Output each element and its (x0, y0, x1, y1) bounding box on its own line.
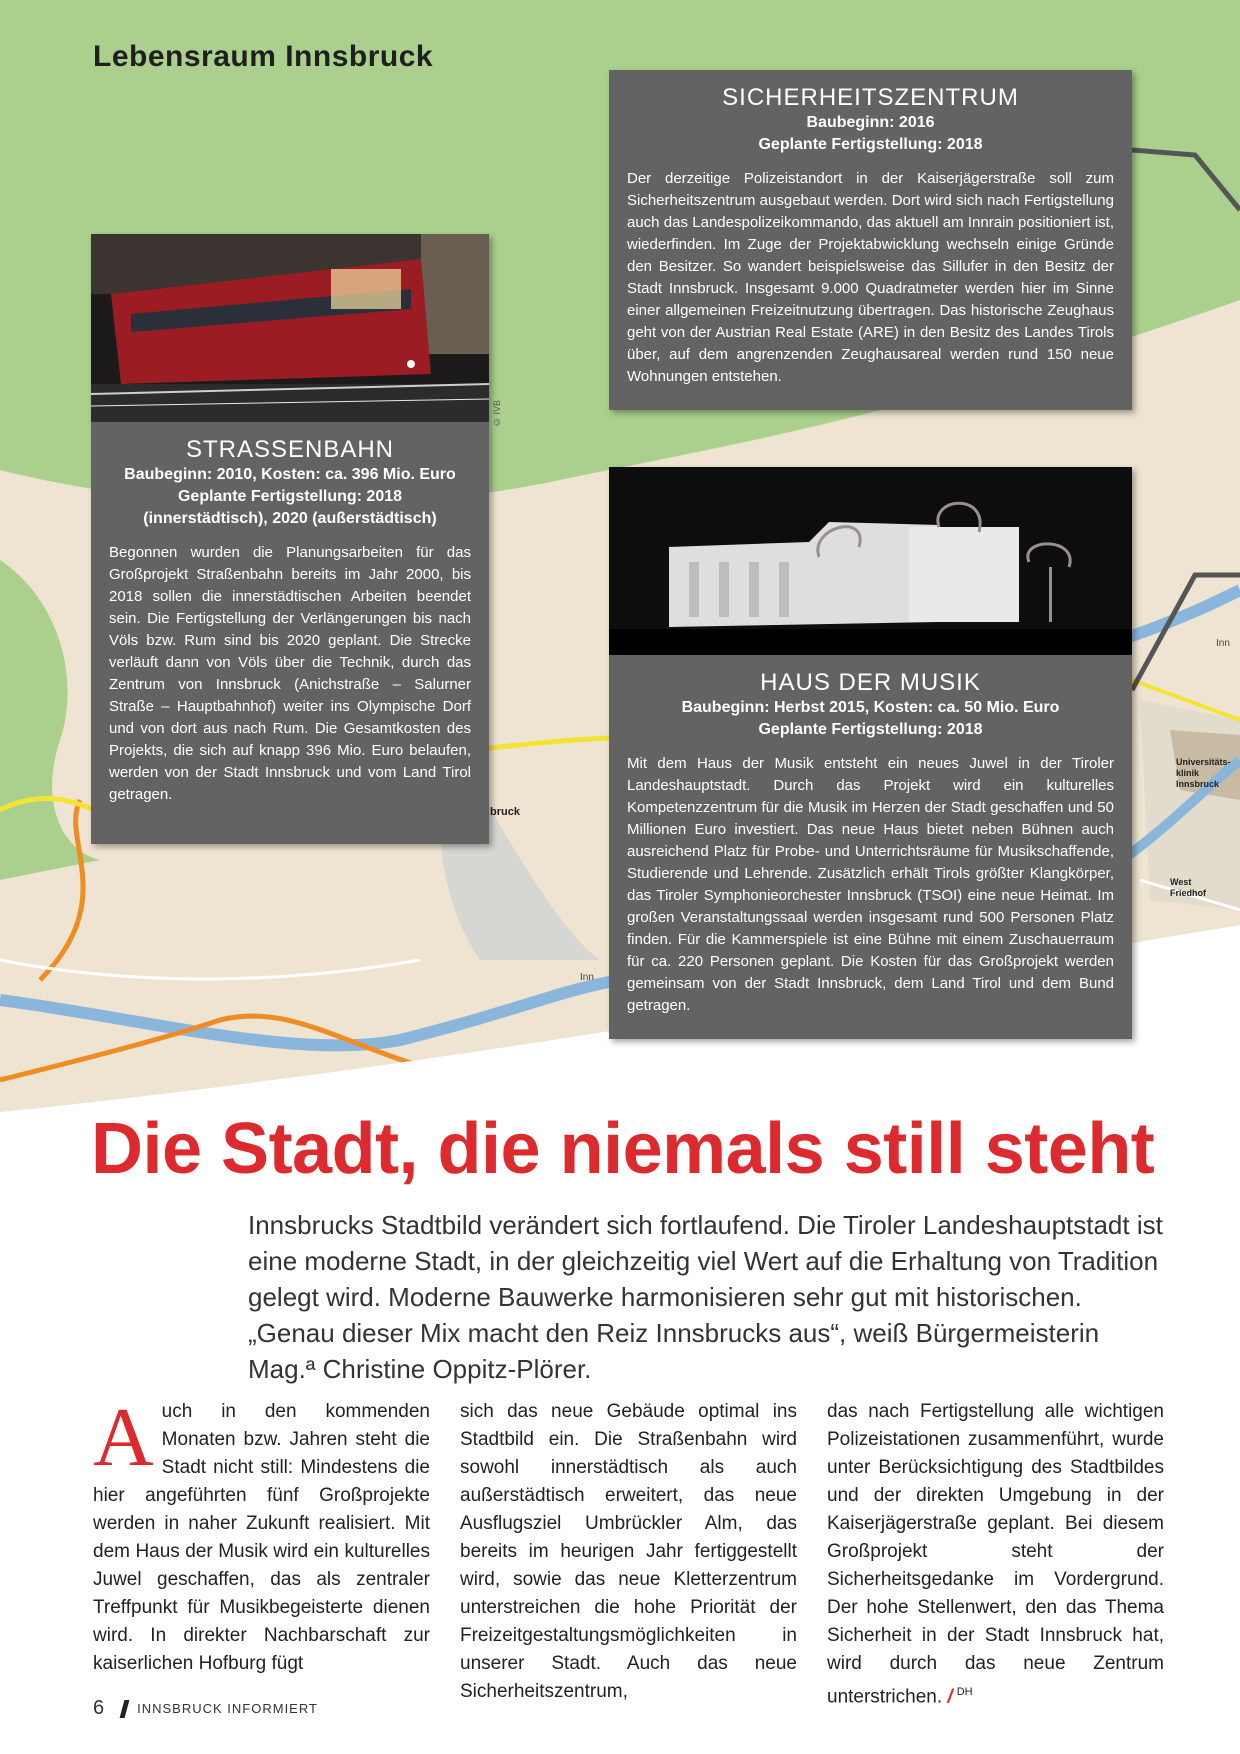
author-signature: DH (956, 1686, 973, 1698)
map-label-bruck: bruck (490, 806, 520, 818)
drop-cap: A (93, 1391, 154, 1484)
end-mark: / (947, 1686, 953, 1708)
info-box-haus-der-musik (609, 467, 1132, 1039)
map-label-uniklinik: Universitäts-klinik Innsbruck (1176, 757, 1231, 789)
page-number: 6 (93, 1697, 105, 1719)
box-start: Baubeginn: 2010, Kosten: ca. 396 Mio. Euro (124, 466, 456, 483)
publication-name: INNSBRUCK INFORMIERT (137, 1701, 318, 1716)
box-body: Begonnen wurden die Planungsarbeiten für das Großprojekt Straßenbahn bereits im Jahr 2000, bis 2018 sollen die innerstädtischen Arbeiten beendet sein. Die Fertigstellung der Verlängerungen bis nach Völs bzw. Rum sind bis 2020 geplant. Die Strecke verläuft dann von Völs über die Technik, durch das Zentrum von Innsbruck (Anichstraße – Salurner Straße – Hauptbahnhof) weiter ins Olympische Dorf und von dort aus nach Rum. Die Gesamtkosten des Projekts, die sich auf knapp 396 Mio. Euro belaufen, werden von der Stadt Innsbruck und vom Land Tirol getragen. (109, 544, 471, 803)
article-column-3 (827, 1398, 1164, 1711)
article-column-2: sich das neue Gebäude optimal ins Stadtbild ein. Die Straßenbahn wird sowohl innerstädtisch als auch außerstädtisch erweitert, das neue Ausflugsziel Umbrückler Alm, das bereits im heurigen Jahr fertiggestellt wird, sowie das neue Kletterzentrum unterstreichen die hohe Priorität der Freizeitgestaltungsmöglichkeiten in unserer Stadt. Auch das neue Sicherheitszentrum, (460, 1401, 797, 1702)
box-title: STRASSENBAHN (185, 436, 395, 463)
article-text: das nach Fertigstellung alle wichtigen Polizeistationen zusammenführt, wurde unter Berücksichtigung des Stadtbildes und der direkten Umgebung in der Kaiserjägerstraße geplant. Bei diesem Großprojekt steht der Sicherheitsgedanke im Vordergrund. Der hohe Stellenwert, den das Thema Sicherheit in der Stadt Innsbruck hat, wird durch das neue Zentrum unterstrichen. (827, 1401, 1164, 1708)
lead-paragraph: Innsbrucks Stadtbild verändert sich fortlaufend. Die Tiroler Landeshauptstadt ist eine moderne Stadt, in der gleichzeitig viel Wert auf die Erhaltung von Tradition gelegt wird. Moderne Bauwerke harmonisieren sehr gut mit historischen. „Genau dieser Mix macht den Reiz Innsbrucks aus“, weiß Bürgermeisterin Mag.ª Christine Oppitz-Plörer. (248, 1210, 1163, 1384)
section-label: Lebensraum Innsbruck (93, 40, 434, 73)
map-label-friedhof: West Friedhof (1170, 877, 1206, 898)
box-title: HAUS DER MUSIK (760, 669, 981, 696)
article-column-1 (93, 1391, 430, 1678)
box-start: Baubeginn: Herbst 2015, Kosten: ca. 50 Mio. Euro (681, 699, 1060, 716)
article-text: uch in den kommenden Monaten bzw. Jahren steht die Stadt nicht still: Mindestens die hier angeführten fünf Großprojekte werden in naher Zukunft realisiert. Mit dem Haus der Musik wird ein kulturelles Juwel geschaffen, das als zentraler Treffpunkt für Musikbegeisterte dienen wird. In direkter Nachbarschaft zur kaiserlichen Hofburg fügt (93, 1401, 430, 1674)
info-box-sicherheitszentrum (609, 70, 1132, 410)
map-label-inn: Inn (580, 972, 594, 983)
info-box-strassenbahn (91, 234, 489, 844)
box-completion: Geplante Fertigstellung: 2018 (758, 721, 983, 738)
building-model-photo (609, 467, 1132, 655)
map-label-inn-2: Inn (1216, 638, 1230, 649)
headline: Die Stadt, die niemals still steht (91, 1109, 1155, 1189)
box-body: Der derzeitige Polizeistandort in der Kaiserjägerstraße soll zum Sicherheitszentrum ausgebaut werden. Dort wird sich nach Fertigstellung auch das Landespolizeikommando, das aktuell am Innrain positioniert ist, wiederfinden. Im Zuge der Projektabwicklung wechseln einige Gründe den Besitzer. So wandert beispielsweise das Sillufer in den Besitz der Stadt Innsbruck. Insgesamt 9.000 Quadratmeter werden hier im Sinne einer allgemeinen Freizeitnutzung übertragen. Das historische Zeughaus geht von der Austrian Real Estate (ARE) in den Besitz des Landes Tirols über, auf dem angrenzenden Zeughausareal werden rund 150 neue Wohnungen entstehen. (627, 170, 1114, 385)
box-start: Baubeginn: 2016 (806, 114, 935, 131)
box-body: Mit dem Haus der Musik entsteht ein neues Juwel in der Tiroler Landeshauptstadt. Durch das Projekt wird ein kulturelles Kompetenzzentrum für die Musik im Herzen der Stadt geschaffen und 50 Millionen Euro investiert. Das neue Haus bietet neben Bühnen auch ausreichend Platz für Probe- und Unterrichtsräume für Musikschaffende, Studierende und Lehrende. Zusätzlich erhält Tirols größter Klangkörper, das Tiroler Symphonieorchester Innsbruck (TSOI) eine neue Heimat. Im großen Veranstaltungssaal werden insgesamt rund 500 Personen Platz finden. Für die Kammerspiele ist eine Bühne mit einem Zuschauerraum für ca. 220 Personen geplant. Die Kosten für das Großprojekt werden gemeinsam von der Stadt Innsbruck, dem Land Tirol und dem Bund getragen. (627, 755, 1114, 1014)
tram-photo (91, 234, 489, 422)
box-completion: Geplante Fertigstellung: 2018 (758, 136, 983, 153)
box-completion: Geplante Fertigstellung: 2018 (innerstädtisch), 2020 (außerstädtisch) (143, 488, 437, 527)
photo-credit: © IVB (492, 400, 502, 428)
page-footer (93, 1697, 318, 1720)
slash-mark (120, 1700, 130, 1718)
box-title: SICHERHEITSZENTRUM (722, 84, 1019, 111)
